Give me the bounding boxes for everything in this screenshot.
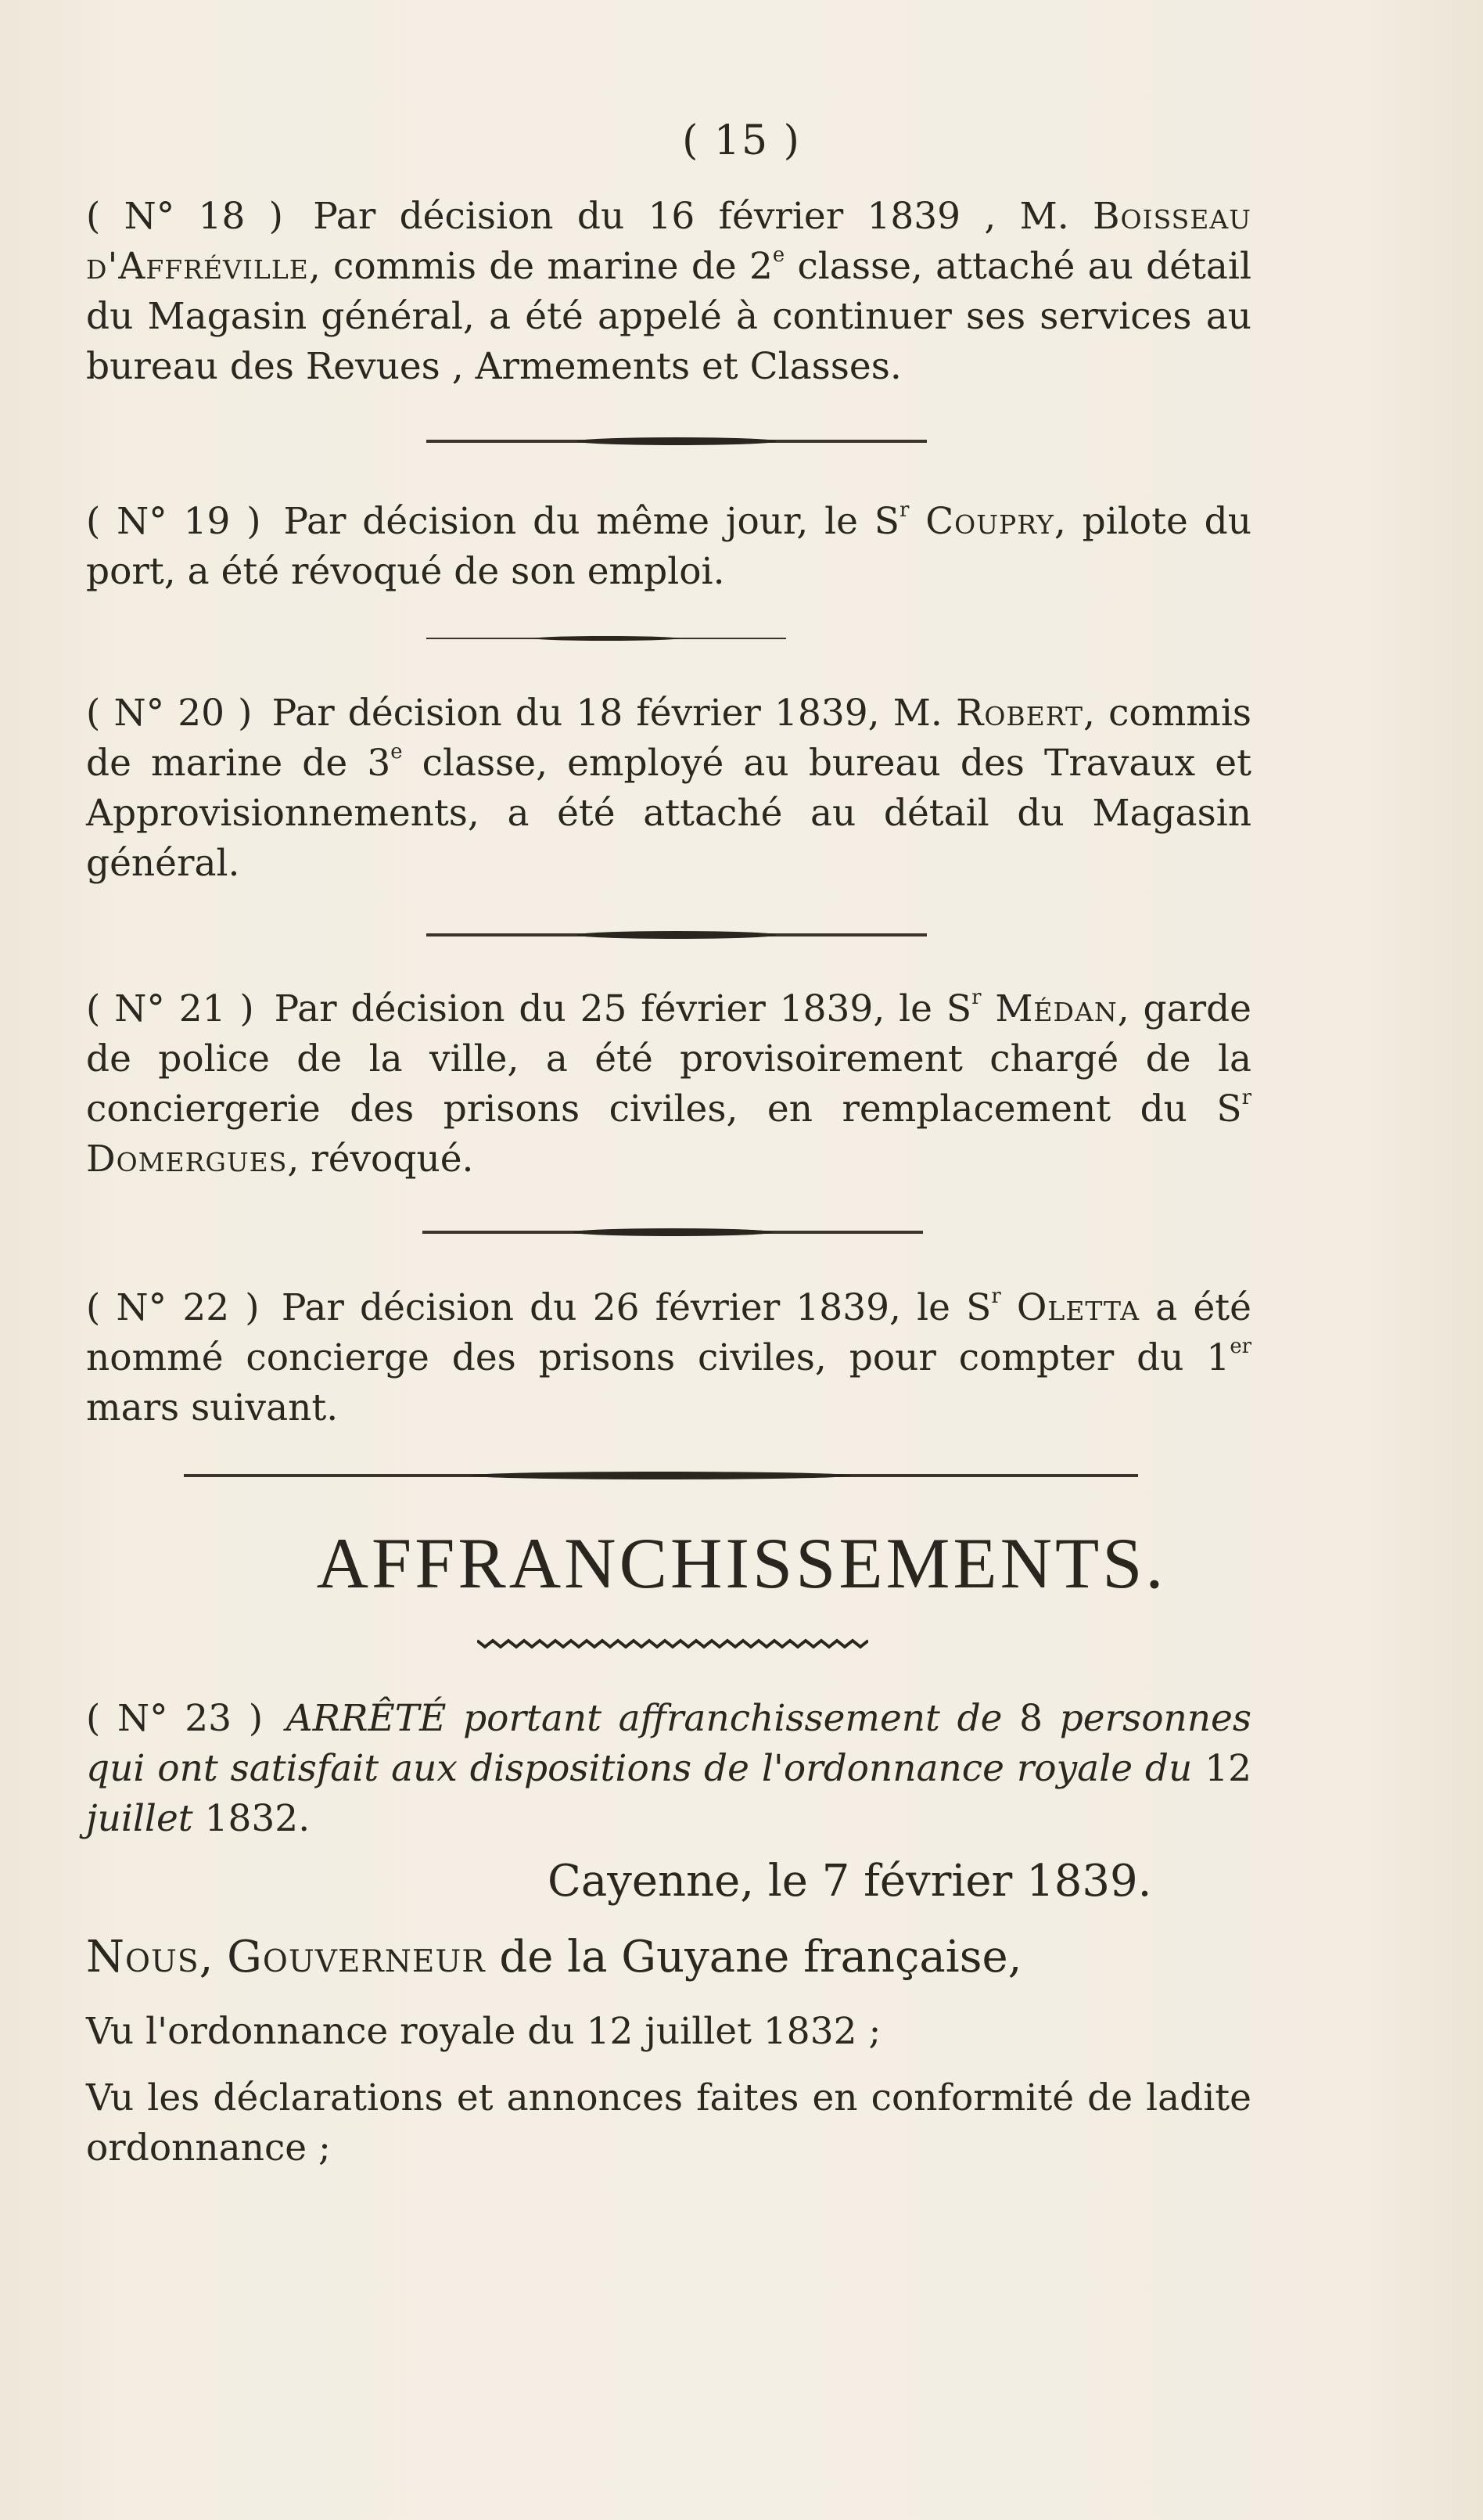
separator-rule [426, 933, 927, 936]
entry-text: juillet [86, 1797, 205, 1840]
superscript: r [971, 986, 982, 1010]
entry-text: , commis de marine de 3 [86, 692, 1251, 785]
separator-rule [426, 440, 927, 443]
entry-text: Par décision du 25 février 1839, le S [274, 987, 972, 1030]
entry-23 [86, 1694, 1251, 1844]
entry-text: 1832. [204, 1797, 311, 1840]
separator-rule [426, 638, 786, 639]
entry-number: ( N° 22 ) [86, 1286, 260, 1329]
entry-number: ( N° 20 ) [86, 692, 253, 735]
entry-text: 8 [1019, 1697, 1043, 1740]
entry-text: classe, attaché au détail du Magasin général, a été appelé à continuer ses services au bureau des Revues , Armements et Classes. [86, 245, 1251, 388]
separator-rule [422, 1231, 923, 1234]
nous-word: Nous [86, 1932, 199, 1983]
entry-number: ( N° 19 ) [86, 500, 261, 543]
entry-22 [86, 1283, 1251, 1433]
entry-18 [86, 192, 1251, 392]
person-name: Robert [955, 692, 1083, 735]
superscript: r [991, 1285, 1001, 1309]
page-number: ( 15 ) [682, 117, 801, 164]
person-name: Oletta [1016, 1286, 1140, 1329]
entry-19 [86, 497, 1251, 597]
nous-rest: de la Guyane française, [485, 1932, 1022, 1983]
section-title: AFFRANCHISSEMENTS. [316, 1523, 1167, 1603]
nous-line: Nous, Gouverneur de la Guyane française, [86, 1932, 1022, 1983]
entry-20 [86, 688, 1251, 889]
gouverneur-word: Gouverneur [227, 1932, 486, 1983]
entry-text: portant affranchissement de [446, 1697, 1020, 1740]
entry-text: , pilote du port, a été révoqué de son emploi. [86, 500, 1251, 593]
entry-text: , commis de marine de 2 [308, 245, 773, 288]
vu-line-2: Vu les déclarations et annonces faites en conformité de ladite ordonnance ; [86, 2076, 1251, 2170]
entry-text: Par décision du 18 février 1839, M. [271, 692, 956, 735]
entry-text: classe, employé au bureau des Travaux et Approvisionnements, a été attaché au détail du Magasin général. [86, 742, 1251, 885]
vu-line-1: Vu l'ordonnance royale du 12 juillet 1832 ; [86, 2010, 882, 2053]
superscript: e [390, 740, 403, 764]
person-name: Boisseau d'Affréville [86, 195, 1251, 288]
entry-number: ( N° 23 ) [86, 1697, 264, 1740]
person-name: Coupry [925, 500, 1054, 543]
entry-text: Par décision du même jour, le S [283, 500, 900, 543]
entry-number: ( N° 21 ) [86, 987, 254, 1030]
superscript: er [1230, 1335, 1251, 1359]
ornament-zigzag [477, 1638, 868, 1649]
superscript: r [1241, 1086, 1251, 1110]
entry-21 [86, 984, 1251, 1185]
superscript: e [772, 243, 785, 268]
dateline: Cayenne, le 7 février 1839. [548, 1856, 1152, 1907]
entry-text: Par décision du 16 février 1839 , M. [313, 195, 1093, 238]
entry-number: ( N° 18 ) [86, 195, 283, 238]
entry-text: , garde de police de la ville, a été provisoirement chargé de la conciergerie des prisons civiles, en remplacement du S [86, 987, 1251, 1131]
section-separator-rule [184, 1474, 1138, 1477]
entry-text: Par décision du 26 février 1839, le S [281, 1286, 992, 1329]
entry-text: personnes qui ont satisfait aux dispositions de l'ordonnance royale du [86, 1697, 1251, 1790]
entry-text: , révoqué. [287, 1138, 474, 1181]
entry-text: 12 [1205, 1747, 1251, 1790]
arrete-label: ARRÊTÉ [285, 1697, 447, 1740]
entry-text: a été nommé concierge des prisons civiles, pour compter du 1 [86, 1286, 1251, 1379]
entry-text: mars suivant. [86, 1386, 339, 1429]
person-name: Domergues [86, 1138, 288, 1181]
superscript: r [899, 498, 910, 523]
person-name: Médan [995, 987, 1118, 1030]
